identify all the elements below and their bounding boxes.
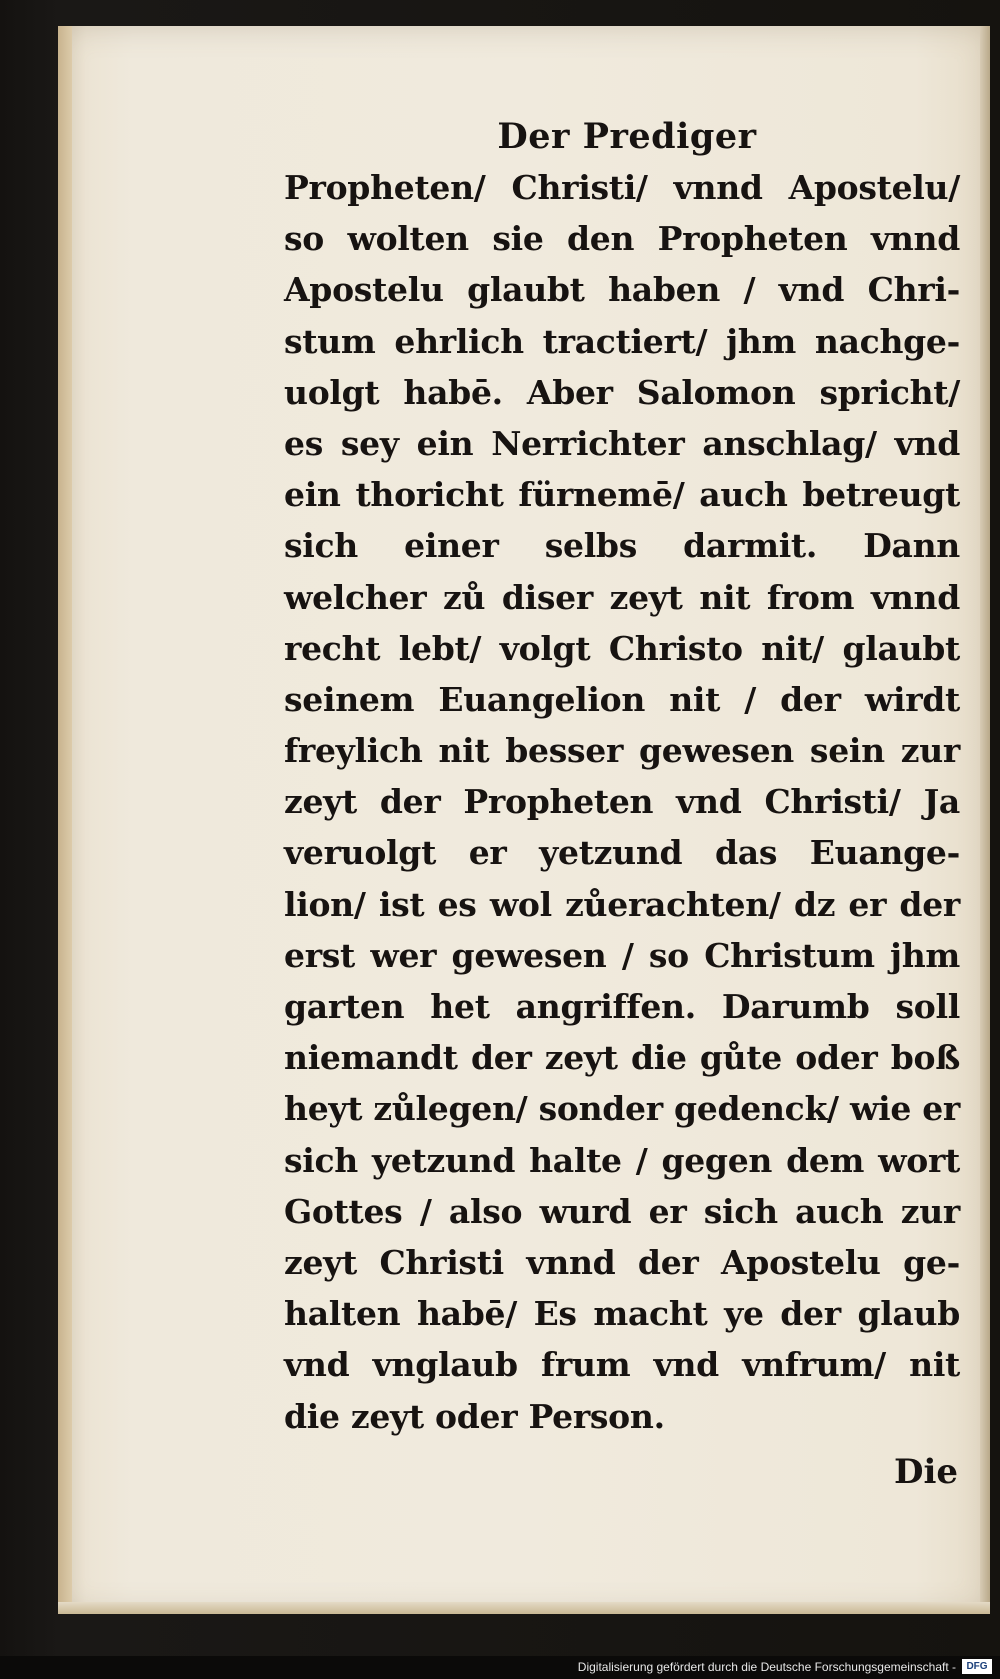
text-line: niemandt der zeyt die gůte oder boß xyxy=(284,1038,960,1078)
page-edge-right xyxy=(980,26,990,1614)
digitization-credit: Digitalisierung gefördert durch die Deutsche Forschungsgemeinschaft - xyxy=(577,1660,956,1674)
text-line: stum ehrlich tractiert/ jhm nachge- xyxy=(284,321,960,361)
text-line: Gottes / also wurd er sich auch zur xyxy=(284,1191,960,1231)
text-line: lion/ ist es wol zůerachten/ dz er der xyxy=(284,884,960,924)
text-line: heyt zůlegen/ sonder gedenck/ wie er xyxy=(284,1089,960,1129)
page-edge-left xyxy=(58,26,72,1614)
text-line: vnd vnglaub frum vnd vnfrum/ nit xyxy=(284,1345,960,1385)
text-line: die zeyt oder Person. xyxy=(284,1396,665,1436)
text-line: halten habē/ Es macht ye der glaub xyxy=(284,1294,960,1334)
dfg-logo: DFG xyxy=(962,1659,992,1674)
text-line: erst wer gewesen / so Christum jhm xyxy=(284,935,960,975)
text-line: so wolten sie den Propheten vnnd xyxy=(284,219,960,259)
text-line: zeyt der Propheten vnd Christi/ Ja xyxy=(284,782,960,822)
catchword: Die xyxy=(893,1451,958,1492)
text-line: Propheten/ Christi/ vnnd Apostelu/ xyxy=(284,168,960,207)
text-line: es sey ein Nerrichter anschlag/ vnd xyxy=(284,423,960,463)
text-line: freylich nit besser gewesen sein zur xyxy=(284,731,960,771)
text-line: uolgt habē. Aber Salomon spricht/ xyxy=(284,372,960,412)
text-line: ein thoricht fürnemē/ auch betreugt xyxy=(284,475,960,515)
text-line: welcher zů diser zeyt nit from vnnd xyxy=(284,577,960,617)
running-head: Der Prediger xyxy=(497,116,757,157)
page-text xyxy=(284,112,960,1498)
page-edge-bottom xyxy=(58,1602,990,1614)
text-lines xyxy=(284,162,960,1442)
text-line: garten het angriffen. Darumb soll xyxy=(284,987,960,1026)
text-line: zeyt Christi vnnd der Apostelu ge- xyxy=(284,1242,960,1282)
text-line: seinem Euangelion nit / der wirdt xyxy=(284,679,960,719)
text-line: recht lebt/ volgt Christo nit/ glaubt xyxy=(284,628,960,668)
text-line: sich einer selbs darmit. Dann xyxy=(284,526,960,566)
text-line: veruolgt er yetzund das Euange- xyxy=(284,833,960,873)
text-line: sich yetzund halte / gegen dem wort xyxy=(284,1140,960,1180)
text-line: Apostelu glaubt haben / vnd Chri- xyxy=(284,270,960,310)
